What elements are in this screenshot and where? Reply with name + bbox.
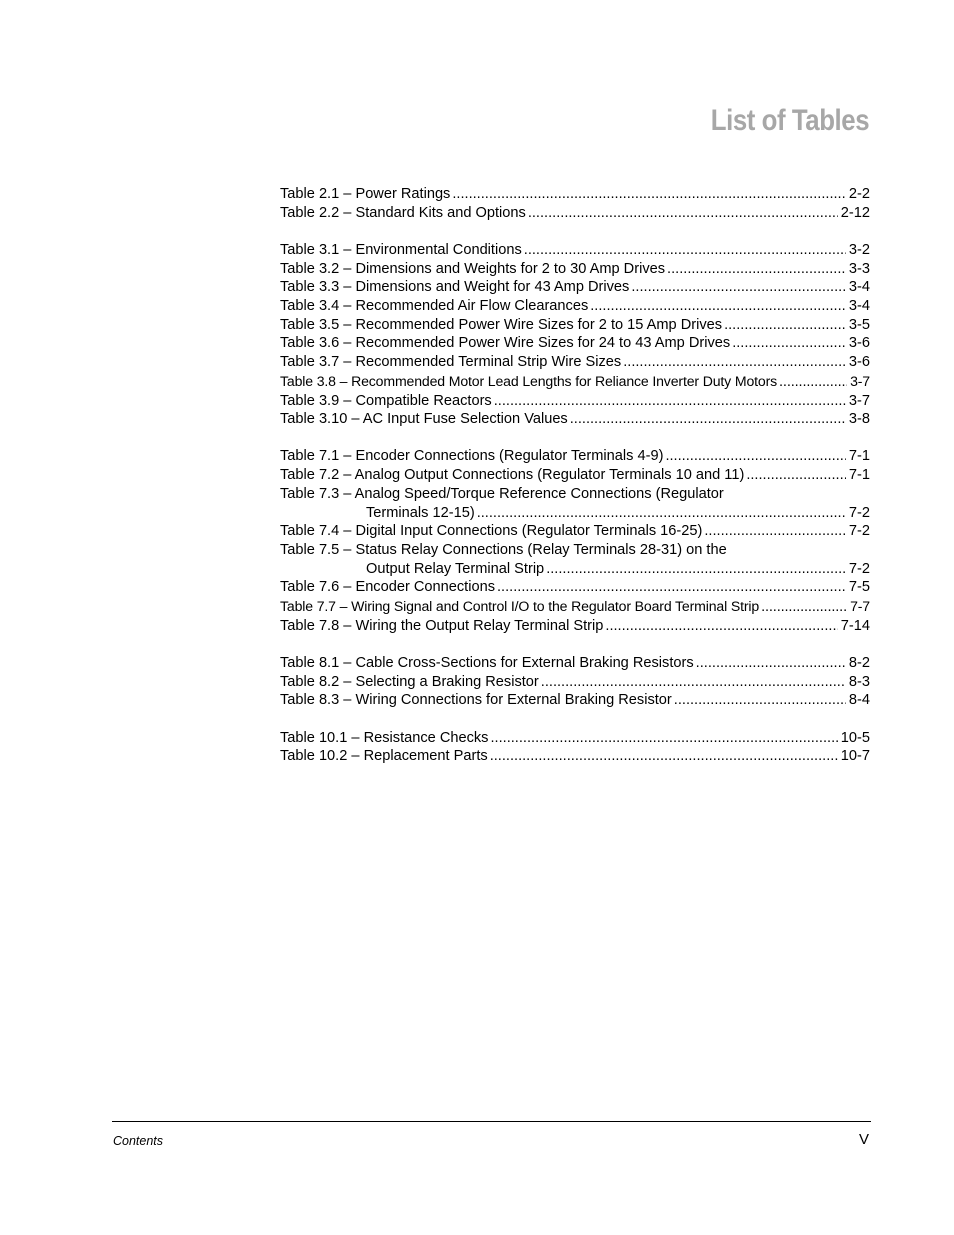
table-of-contents [280,185,870,784]
toc-entry[interactable] [280,204,870,223]
dot-leader [477,504,846,523]
toc-entry[interactable] [280,241,870,260]
toc-entry-page: 3-2 [848,241,870,258]
toc-entry-page: 7-5 [848,579,870,596]
toc-entry-page: 3-4 [848,298,870,315]
toc-entry-page: 8-4 [848,692,870,709]
toc-entry-label: Table 8.3 – Wiring Connections for External Braking Resistor [280,692,672,709]
dot-leader [490,747,838,766]
toc-entry[interactable] [280,410,870,429]
toc-entry[interactable] [280,617,870,636]
dot-leader [631,278,846,297]
toc-entry-page: 8-2 [848,654,870,671]
toc-entry-label: Table 8.2 – Selecting a Braking Resistor [280,673,539,690]
footer-divider [112,1121,871,1122]
toc-entry-label: Table 7.6 – Encoder Connections [280,579,495,596]
page-title: List of Tables [710,104,869,137]
toc-entry-label: Table 10.1 – Resistance Checks [280,729,489,746]
toc-entry[interactable] [280,729,870,748]
dot-leader [497,578,846,597]
dot-leader [570,410,846,429]
toc-entry-label: Table 2.2 – Standard Kits and Options [280,204,526,221]
dot-leader [541,673,846,692]
toc-entry-label: Table 10.2 – Replacement Parts [280,748,488,765]
dot-leader [696,654,846,673]
toc-entry[interactable] [280,504,870,523]
toc-entry-label: Table 7.4 – Digital Input Connections (Regulator Terminals 16-25) [280,523,703,540]
toc-entry-label: Table 3.3 – Dimensions and Weight for 43 Amp Drives [280,279,630,296]
toc-entry[interactable] [280,185,870,204]
dot-leader [667,260,846,279]
dot-leader [605,617,837,636]
toc-group [280,654,870,710]
toc-entry[interactable] [280,353,870,372]
toc-entry-label: Table 7.8 – Wiring the Output Relay Terminal Strip [280,617,604,634]
toc-entry[interactable] [280,297,870,316]
toc-entry[interactable] [280,260,870,279]
toc-entry[interactable] [280,316,870,335]
toc-entry-page: 7-2 [848,560,870,577]
toc-entry-label: Table 3.6 – Recommended Power Wire Sizes for 24 to 43 Amp Drives [280,335,731,352]
toc-entry-page: 3-3 [848,260,870,277]
toc-entry-page: 10-7 [840,748,870,765]
toc-entry-label: Table 8.1 – Cable Cross-Sections for External Braking Resistors [280,654,694,671]
toc-entry[interactable] [280,522,870,541]
toc-entry-page: 2-12 [840,204,870,221]
toc-entry[interactable] [280,372,870,392]
dot-leader [665,447,845,466]
toc-entry-label: Table 3.9 – Compatible Reactors [280,392,492,409]
dot-leader [732,334,846,353]
dot-leader [779,373,847,392]
toc-entry[interactable] [280,747,870,766]
toc-entry-label: Table 3.7 – Recommended Terminal Strip Wire Sizes [280,354,622,371]
toc-entry-page: 7-2 [848,504,870,521]
toc-entry-page: 3-5 [848,316,870,333]
toc-entry-page: 3-7 [850,372,870,389]
toc-entry-label: Table 3.1 – Environmental Conditions [280,241,522,258]
toc-entry-page: 3-6 [848,335,870,352]
dot-leader [546,560,846,579]
toc-entry-page: 7-1 [848,467,870,484]
toc-entry-label: Table 3.5 – Recommended Power Wire Sizes for 2 to 15 Amp Drives [280,316,723,333]
footer-section-label: Contents [113,1134,164,1148]
toc-entry-label: Table 7.3 – Analog Speed/Torque Reference Connections (Regulator [280,485,724,502]
toc-group [280,185,870,222]
toc-group [280,241,870,429]
toc-entry-page: 7-1 [848,448,870,465]
toc-entry-continuation: Output Relay Terminal Strip [366,560,545,577]
dot-leader [452,185,846,204]
dot-leader [494,392,846,411]
dot-leader [524,241,846,260]
dot-leader [528,204,838,223]
toc-entry-page: 10-5 [840,729,870,746]
dot-leader [623,353,846,372]
toc-entry-page: 3-7 [848,392,870,409]
toc-entry-label: Table 7.7 – Wiring Signal and Control I/O to the Regulator Board Terminal Strip [280,598,760,615]
toc-entry[interactable] [280,447,870,466]
toc-entry-page: 3-4 [848,279,870,296]
dot-leader [590,297,846,316]
toc-entry-label: Table 3.10 – AC Input Fuse Selection Values [280,411,568,428]
toc-entry-label: Table 3.8 – Recommended Motor Lead Lengths for Reliance Inverter Duty Motors [280,372,778,389]
toc-entry[interactable] [280,334,870,353]
toc-entry-label: Table 7.1 – Encoder Connections (Regulator Terminals 4-9) [280,448,664,465]
toc-entry-label: Table 3.2 – Dimensions and Weights for 2 to 30 Amp Drives [280,260,666,277]
toc-entry[interactable] [280,560,870,579]
toc-entry[interactable] [280,466,870,485]
dot-leader [490,729,837,748]
toc-entry[interactable] [280,278,870,297]
toc-entry[interactable] [280,597,870,617]
toc-entry-page: 7-14 [840,617,870,634]
toc-entry[interactable] [280,691,870,710]
dot-leader [674,691,846,710]
toc-group [280,729,870,766]
toc-entry[interactable] [280,392,870,411]
toc-entry[interactable] [280,654,870,673]
toc-group [280,447,870,635]
toc-entry-page: 7-7 [850,598,870,615]
toc-entry[interactable] [280,578,870,597]
dot-leader [746,466,846,485]
toc-entry-continuation: Terminals 12-15) [366,504,475,521]
toc-entry-page: 3-8 [848,411,870,428]
toc-entry-label: Table 7.5 – Status Relay Connections (Relay Terminals 28-31) on the [280,541,727,558]
dot-leader [724,316,846,335]
toc-entry-page: 7-2 [848,523,870,540]
dot-leader [761,598,847,617]
toc-entry-page: 3-6 [848,354,870,371]
footer-page-number: V [858,1131,869,1148]
toc-entry-page: 8-3 [848,673,870,690]
toc-entry-label: Table 3.4 – Recommended Air Flow Clearances [280,298,589,315]
toc-entry-label: Table 2.1 – Power Ratings [280,186,451,202]
toc-entry-label: Table 7.2 – Analog Output Connections (Regulator Terminals 10 and 11) [280,467,745,484]
toc-entry[interactable] [280,673,870,692]
toc-entry-page: 2-2 [848,186,870,202]
dot-leader [704,522,846,541]
